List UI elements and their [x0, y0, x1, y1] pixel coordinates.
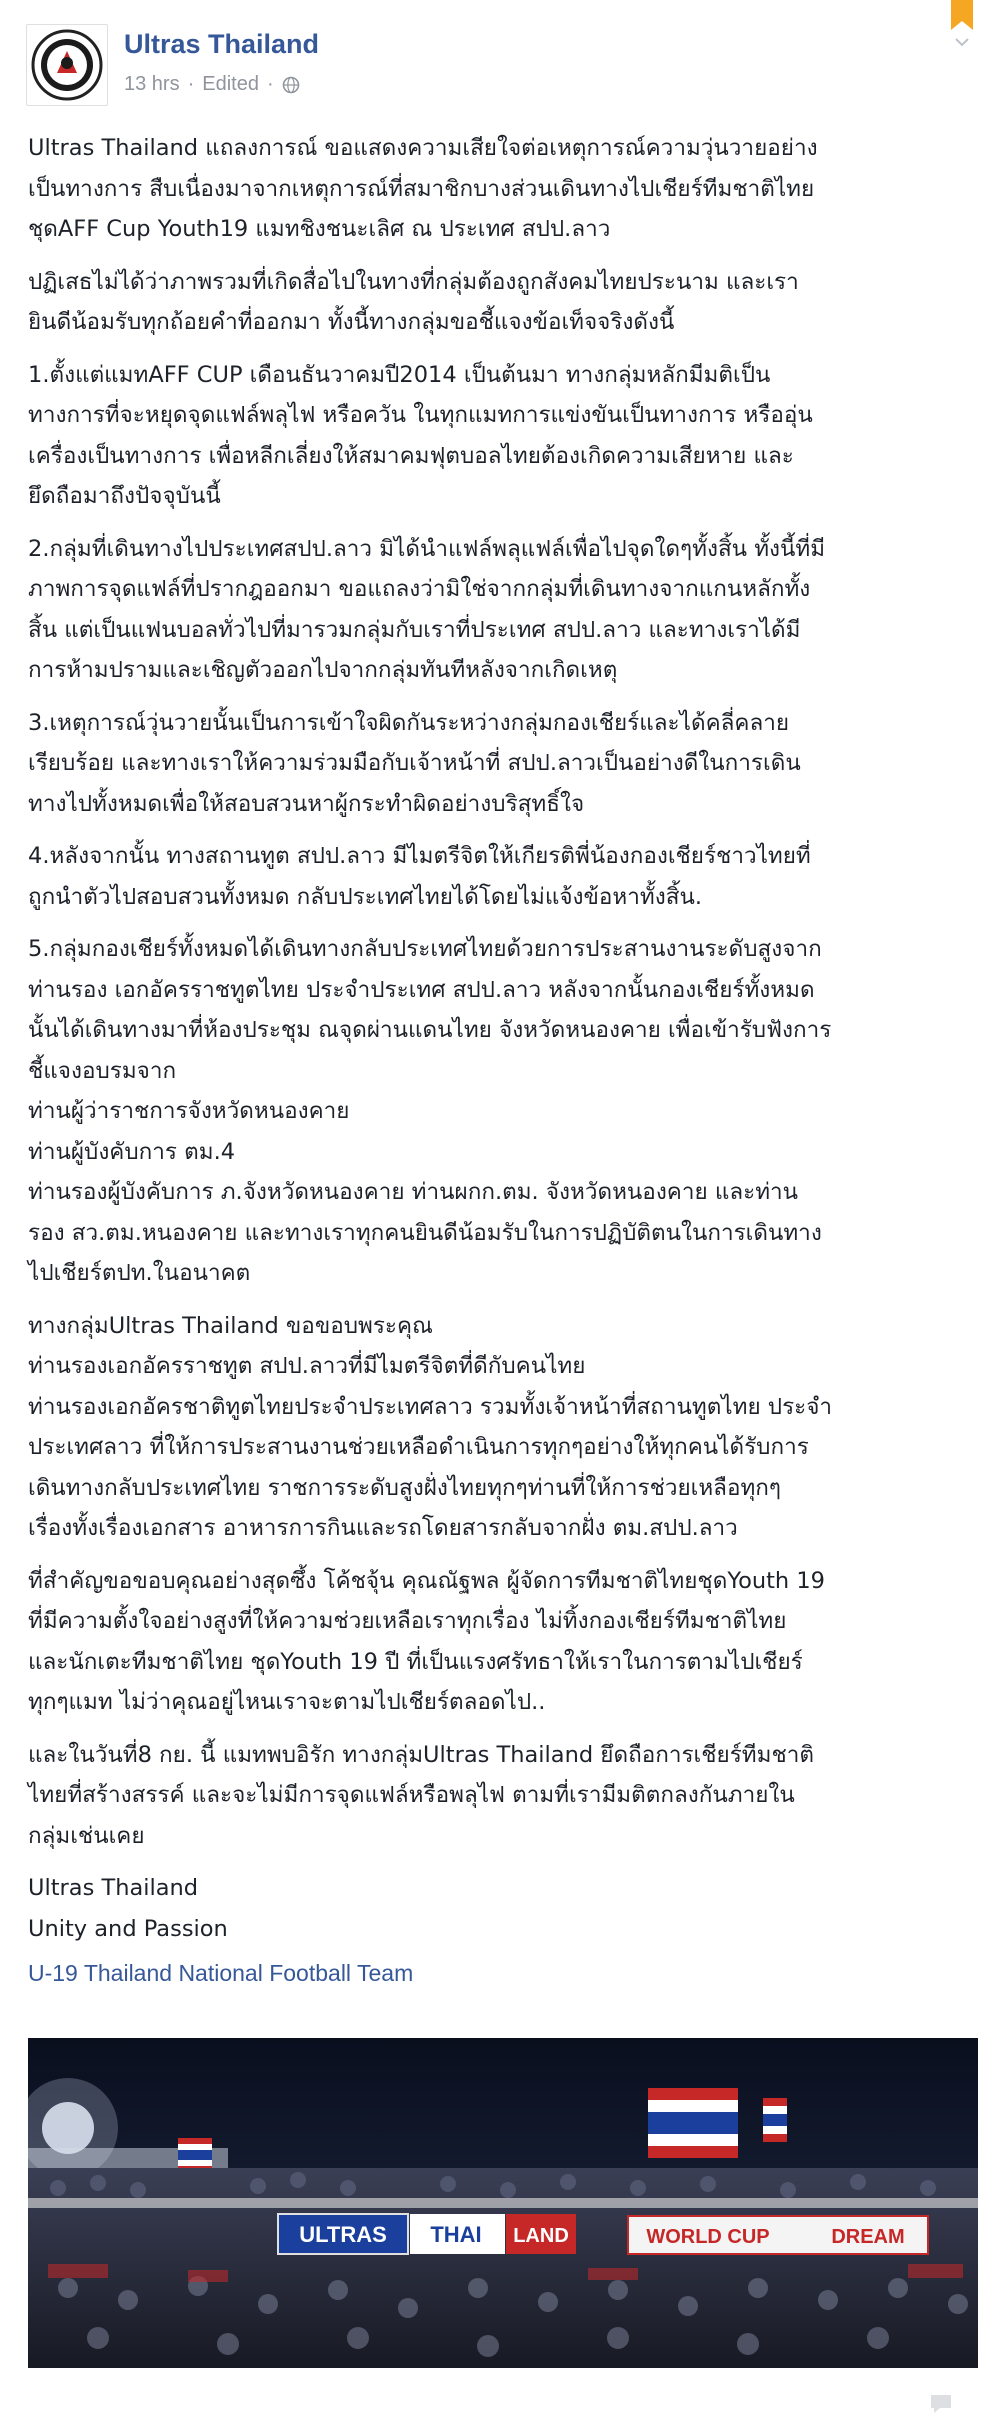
post-text-line: ไทยที่สร้างสรรค์ และจะไม่มีการจุดแฟล์หรือพลุไฟ ตามที่เรามีมติตกลงกันภายใน: [28, 1782, 795, 1808]
comment-icon[interactable]: [928, 2392, 954, 2416]
post-text-line: ปฏิเสธไม่ได้ว่าภาพรวมที่เกิดสื่อไปในทางที่กลุ่มต้องถูกสังคมไทยประนาม และเรา: [28, 268, 799, 295]
post-body: [28, 128, 984, 1961]
post-text-line: ท่านรอง เอกอัครราชทูตไทย ประจำประเทศ สปป.ลาว หลังจากนั้นกองเชียร์ทั้งหมด: [28, 976, 815, 1003]
post-text-line: เครื่องเป็นทางการ เพื่อหลีกเลี่ยงให้สมาคมฟุตบอลไทยต้องเกิดความเสียหาย และ: [28, 442, 794, 469]
post-text-line: ทางไปทั้งหมดเพื่อให้สอบสวนหาผู้กระทำผิดอย่างบริสุทธิ์ใจ: [28, 790, 585, 817]
ultras-banner: [278, 2214, 576, 2254]
banner-text-land: LAND: [513, 2225, 569, 2247]
post-text-line: เดินทางกลับประเทศไทย ราชการระดับสูงฝั่งไทยทุกๆท่านที่ให้การช่วยเหลือทุกๆ: [28, 1474, 782, 1501]
edited-label[interactable]: Edited: [202, 73, 259, 95]
post-text-line: ชุดAFF Cup Youth19 แมทชิงชนะเลิศ ณ ประเทศ สปป.ลาว: [28, 216, 611, 242]
post-text-line: ยึดถือมาถึงปัจจุบันนี้: [28, 483, 221, 509]
post-text-line: ท่านรองเอกอัครราชทูต สปป.ลาวที่มีไมตรีจิตที่ดีกับคนไทย: [28, 1353, 586, 1379]
post-text-line: Unity and Passion: [28, 1915, 228, 1942]
post-text-line: เป็นทางการ สืบเนื่องมาจากเหตุการณ์ที่สมาชิกบางส่วนเดินทางไปเชียร์ทีมชาติไทย: [28, 175, 815, 202]
post-text-line: ไปเชียร์ตปท.ในอนาคต: [28, 1260, 251, 1286]
post-text-line: ยินดีน้อมรับทุกถ้อยคำที่ออกมา ทั้งนี้ทางกลุ่มขอชี้แจงข้อเท็จจริงดังนี้: [28, 309, 675, 335]
post-text-line: รอง สว.ตม.หนองคาย และทางเราทุกคนยินดีน้อมรับในการปฏิบัติตนในการเดินทาง: [28, 1219, 822, 1246]
tagged-page-link[interactable]: U-19 Thailand National Football Team: [28, 1960, 414, 1986]
post-paragraph: [28, 703, 984, 825]
stadium-crowd-image: [28, 2038, 978, 2368]
post-text-line: การห้ามปรามและเชิญตัวออกไปจากกลุ่มทันทีหลังจากเกิดเหตุ: [28, 657, 618, 683]
post-paragraph: [28, 262, 984, 343]
post-text-line: ที่สำคัญขอขอบคุณอย่างสุดซึ้ง โค้ชจุ้น คุณณัฐพล ผู้จัดการทีมชาติไทยชุดYouth 19: [28, 1567, 825, 1594]
bookmark-icon[interactable]: [951, 0, 973, 30]
meta-separator: ·: [266, 73, 274, 95]
post-text-line: ท่านผู้บังคับการ ตม.4: [28, 1138, 236, 1165]
post-text-line: สิ้น แต่เป็นแฟนบอลทั่วไปที่มารวมกลุ่มกับเราที่ประเทศ สปป.ลาว และทางเราได้มี: [28, 616, 801, 643]
banner-text-thai: THAI: [430, 2222, 482, 2247]
post-paragraph: [28, 128, 984, 250]
post-timestamp[interactable]: 13 hrs: [124, 73, 180, 95]
world-cup-banner: [628, 2216, 928, 2254]
post-paragraph: [28, 1561, 984, 1723]
post-text-line: Ultras Thailand แถลงการณ์ ขอแสดงความเสียใจต่อเหตุการณ์ความวุ่นวายอย่าง: [28, 135, 818, 161]
post-text-line: 2.กลุ่มที่เดินทางไปประเทศสปป.ลาว มิได้นำแฟล์พลุแฟล์เพื่อไปจุดใดๆทั้งสิ้น ทั้งนี้ที่มี: [28, 535, 826, 562]
post-text-line: กลุ่มเช่นเคย: [28, 1822, 145, 1849]
post-paragraph: [28, 1735, 984, 1857]
post-text-line: และในวันที่8 กย. นี้ แมทพบอิรัก ทางกลุ่มUltras Thailand ยึดถือการเชียร์ทีมชาติ: [28, 1741, 814, 1768]
post-text-line: ทางกลุ่มUltras Thailand ขอขอบพระคุณ: [28, 1312, 433, 1339]
post-text-line: ที่มีความตั้งใจอย่างสูงที่ให้ความช่วยเหลือเราทุกเรื่อง ไม่ทิ้งกองเชียร์ทีมชาติไทย: [28, 1608, 787, 1634]
thai-flag: [648, 2088, 738, 2158]
post-paragraph: [28, 355, 984, 517]
chevron-down-icon[interactable]: [954, 36, 970, 48]
post-text-line: ท่านรองผู้บังคับการ ภ.จังหวัดหนองคาย ท่านผกก.ตม. จังหวัดหนองคาย และท่าน: [28, 1179, 799, 1205]
avatar[interactable]: [26, 24, 108, 106]
post-text-line: ท่านรองเอกอัครชาติทูตไทยประจำประเทศลาว รวมทั้งเจ้าหน้าที่สถานทูตไทย ประจำ: [28, 1393, 833, 1420]
post-text-line: 4.หลังจากนั้น ทางสถานทูต สปป.ลาว มีไมตรีจิตให้เกียรติพี่น้องกองเชียร์ชาวไทยที่: [28, 843, 811, 869]
banner-text-dream: DREAM: [831, 2226, 905, 2248]
post-text-line: ถูกนำตัวไปสอบสวนทั้งหมด กลับประเทศไทยได้โดยไม่แจ้งข้อหาทั้งสิ้น.: [28, 883, 702, 910]
post-text-line: 5.กลุ่มกองเชียร์ทั้งหมดได้เดินทางกลับประเทศไทยด้วยการประสานงานระดับสูงจาก: [28, 936, 822, 962]
post-paragraph: [28, 929, 984, 1294]
page-name-link[interactable]: Ultras Thailand: [124, 29, 320, 59]
post-text-line: เรื่องทั้งเรื่องเอกสาร อาหารการกินและรถโดยสารกลับจากฝั่ง ตม.สปป.ลาว: [28, 1515, 738, 1541]
post-text-line: ทางการที่จะหยุดจุดแฟล์พลุไฟ หรือควัน ในทุกแมทการแข่งขันเป็นทางการ หรืออุ่น: [28, 402, 813, 428]
post-meta: [124, 73, 300, 96]
post-photo[interactable]: [28, 2038, 978, 2368]
post-text-line: 3.เหตุการณ์วุ่นวายนั้นเป็นการเข้าใจผิดกันระหว่างกลุ่มกองเชียร์และได้คลี่คลาย: [28, 709, 790, 736]
globe-icon[interactable]: [282, 76, 300, 94]
post-text-line: Ultras Thailand: [28, 1875, 199, 1901]
post-paragraph: [28, 836, 984, 917]
post-paragraph: [28, 1306, 984, 1549]
ultras-logo-icon: [27, 25, 107, 105]
post-text-line: ภาพการจุดแฟล์ที่ปรากฎออกมา ขอแถลงว่ามิใช่จากกลุ่มที่เดินทางจากแกนหลักทั้ง: [28, 576, 811, 602]
post-text-line: ประเทศลาว ที่ให้การประสานงานช่วยเหลือดำเนินการทุกๆอย่างให้ทุกคนได้รับการ: [28, 1434, 809, 1460]
post-paragraph: [28, 529, 984, 691]
banner-text-worldcup: WORLD CUP: [646, 2226, 770, 2248]
banner-text-ultras: ULTRAS: [299, 2222, 387, 2247]
meta-separator: ·: [187, 73, 195, 95]
post-text-line: และนักเตะทีมชาติไทย ชุดYouth 19 ปี ที่เป็นแรงศรัทธาให้เราในการตามไปเชียร์: [28, 1648, 803, 1675]
post-paragraph: [28, 1868, 984, 1949]
post-text-line: ทุกๆแมท ไม่ว่าคุณอยู่ไหนเราจะตามไปเชียร์ตลอดไป..: [28, 1689, 546, 1715]
post-text-line: 1.ตั้งแต่แมทAFF CUP เดือนธันวาคมปี2014 เป็นต้นมา ทางกลุ่มหลักมีมติเป็น: [28, 361, 771, 388]
post-text-line: ชี้แจงอบรมจาก: [28, 1057, 177, 1084]
post-text-line: ท่านผู้ว่าราชการจังหวัดหนองคาย: [28, 1098, 350, 1124]
post-text-line: นั้นได้เดินทางมาที่ห้องประชุม ณจุดผ่านแดนไทย จังหวัดหนองคาย เพื่อเข้ารับฟังการ: [28, 1017, 832, 1043]
post-text-line: เรียบร้อย และทางเราให้ความร่วมมือกับเจ้าหน้าที่ สปป.ลาวเป็นอย่างดีในการเดิน: [28, 750, 801, 776]
